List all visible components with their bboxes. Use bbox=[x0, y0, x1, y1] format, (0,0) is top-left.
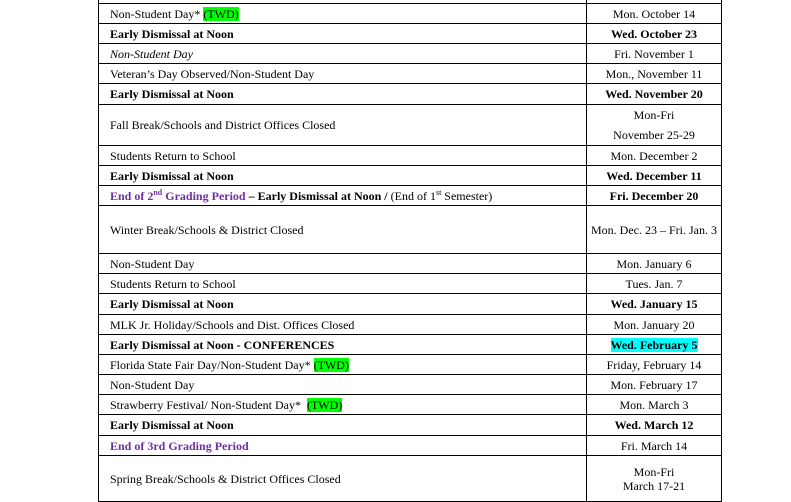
table-row bbox=[99, 84, 722, 105]
event-cell: Non-Student Day bbox=[99, 44, 587, 64]
date-cell: Wed. January 15 bbox=[587, 294, 722, 315]
event-cell: Early Dismissal at Noon - CONFERENCES bbox=[99, 335, 587, 355]
date-cell: Mon. January 20 bbox=[587, 315, 722, 335]
table-row bbox=[99, 456, 722, 502]
table-row bbox=[99, 4, 722, 24]
date-cell: Fri. December 20 bbox=[587, 186, 722, 206]
table-row bbox=[99, 436, 722, 456]
date-cell: Mon. February 17 bbox=[587, 375, 722, 395]
table-row bbox=[99, 64, 722, 84]
table-row bbox=[99, 355, 722, 375]
date-cell: Tues. Jan. 7 bbox=[587, 274, 722, 294]
event-cell bbox=[99, 436, 587, 456]
grading-period-text: End of 2nd Grading Period bbox=[110, 187, 246, 203]
date-cell: Friday, February 14 bbox=[587, 355, 722, 375]
event-text: Strawberry Festival/ Non-Student Day* bbox=[110, 397, 307, 412]
event-cell: Non-Student Day bbox=[99, 375, 587, 395]
date-cell: Mon. January 6 bbox=[587, 254, 722, 274]
twd-tag: (TWD) bbox=[313, 357, 349, 372]
event-cell: Spring Break/Schools & District Offices Closed bbox=[99, 456, 587, 502]
date-line: March 17-21 bbox=[622, 478, 686, 493]
twd-tag: (TWD) bbox=[203, 6, 239, 21]
event-cell: End of 2nd Grading Period – Early Dismissal at Noon / (End of 1st Semester) bbox=[99, 186, 587, 206]
event-cell: Winter Break/Schools & District Closed bbox=[99, 206, 587, 254]
table-row bbox=[99, 294, 722, 315]
table-row bbox=[99, 206, 722, 254]
date-line: Mon-Fri bbox=[633, 108, 675, 122]
date-cell: Wed. December 11 bbox=[587, 166, 722, 186]
date-cell: Wed. March 12 bbox=[587, 415, 722, 436]
date-cell: Mon. December 2 bbox=[587, 146, 722, 166]
calendar-table bbox=[98, 0, 722, 502]
date-cell: Wed. November 20 bbox=[587, 84, 722, 105]
event-cell bbox=[99, 355, 587, 375]
table-row bbox=[99, 375, 722, 395]
event-cell: Students Return to School bbox=[99, 274, 587, 294]
table-row bbox=[99, 315, 722, 335]
date-cell bbox=[587, 105, 722, 146]
table-row bbox=[99, 274, 722, 294]
event-cell bbox=[99, 4, 587, 24]
date-cell: Fri. November 1 bbox=[587, 44, 722, 64]
event-text: Florida State Fair Day/Non-Student Day* bbox=[110, 357, 314, 372]
table-row bbox=[99, 24, 722, 44]
date-cell: Mon. March 3 bbox=[587, 395, 722, 415]
date-cell: Mon. Dec. 23 – Fri. Jan. 3 bbox=[587, 206, 722, 254]
date-cell bbox=[587, 335, 722, 355]
event-cell: Fall Break/Schools and District Offices Closed bbox=[99, 105, 587, 146]
table-row bbox=[99, 105, 722, 146]
table-row bbox=[99, 186, 722, 206]
date-cell: Mon. October 14 bbox=[587, 4, 722, 24]
table-row bbox=[99, 254, 722, 274]
grading-period-text: End of 3rd Grading Period bbox=[110, 438, 249, 453]
event-cell: Early Dismissal at Noon bbox=[99, 415, 587, 436]
date-cell: Wed. October 23 bbox=[587, 24, 722, 44]
event-text: Non-Student Day* bbox=[110, 6, 204, 21]
date-cell bbox=[587, 456, 722, 502]
event-cell: Early Dismissal at Noon bbox=[99, 294, 587, 315]
table-row bbox=[99, 335, 722, 355]
table-row bbox=[99, 395, 722, 415]
date-cell: Fri. March 14 bbox=[587, 436, 722, 456]
event-cell: Veteran’s Day Observed/Non-Student Day bbox=[99, 64, 587, 84]
table-row bbox=[99, 166, 722, 186]
conference-highlight: Wed. February 5 bbox=[610, 337, 698, 352]
event-cell: Non-Student Day bbox=[99, 254, 587, 274]
event-cell: Early Dismissal at Noon bbox=[99, 166, 587, 186]
date-cell: Mon., November 11 bbox=[587, 64, 722, 84]
event-cell: Students Return to School bbox=[99, 146, 587, 166]
event-cell: Early Dismissal at Noon bbox=[99, 84, 587, 105]
event-cell: Early Dismissal at Noon bbox=[99, 24, 587, 44]
table-row bbox=[99, 415, 722, 436]
date-line: November 25-29 bbox=[613, 128, 695, 142]
school-calendar bbox=[98, 0, 721, 502]
event-cell bbox=[99, 395, 587, 415]
event-cell: MLK Jr. Holiday/Schools and Dist. Offices Closed bbox=[99, 315, 587, 335]
date-line: Mon-Fri bbox=[633, 464, 675, 479]
table-row bbox=[99, 146, 722, 166]
table-row bbox=[99, 44, 722, 64]
twd-tag: (TWD) bbox=[306, 397, 343, 412]
